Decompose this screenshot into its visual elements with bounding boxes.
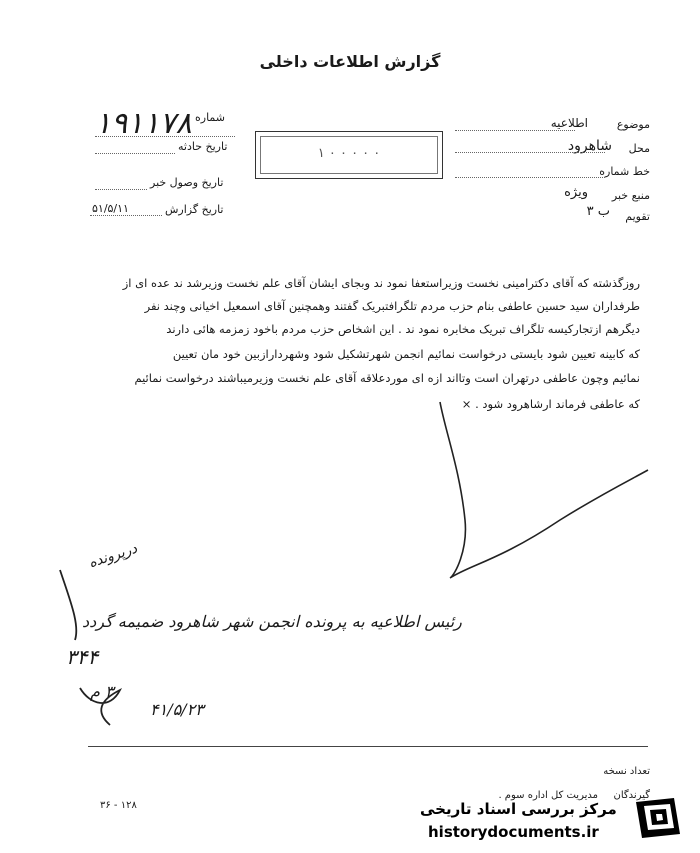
recipients-value: مدیریت کل اداره سوم . (498, 790, 598, 801)
subject-label: موضوع (616, 118, 650, 131)
source-value: ویژه (564, 185, 588, 200)
evaluation-label: تقویم (625, 210, 650, 223)
line-number-label: خط شماره (599, 165, 650, 178)
handwritten-margin-stroke (60, 570, 76, 640)
handwritten-note-line2: رئیس اطلاعیه به پرونده انجمن شهر شاهرود ضمیمه گردد (82, 612, 462, 631)
event-date-label: تاریخ حادثه (178, 140, 228, 153)
body-line-5: نمائیم وچون عاطفی درتهران است وتااند ازه ای موردعلاقه آقای علم نخست وزیرمیباشند درخواست نمائیم (134, 371, 640, 385)
body-line-3: دیگرهم ازتجارکیسه تلگراف تبریک مخابره نمود ند . این اشخاص حزب مردم باخود زمزمه هائی دارند (166, 322, 640, 336)
place-label: محل (628, 142, 650, 155)
body-line-1: روزگذشته که آقای دکترامینی نخست وزیراستعفا نمود ند وبجای ایشان آقای علم نخست وزیرشد ند عده ای از (122, 276, 640, 290)
recipients-label: گیرندگان (613, 790, 650, 801)
handwritten-note-date: ۴۱/۵/۲۳ (150, 700, 204, 719)
footer-divider (88, 746, 648, 747)
report-date-value: ۵۱/۵/۱۱ (92, 202, 129, 215)
subject-value: اطلاعیه (550, 116, 588, 130)
handwritten-note-line3: ۳۴۴ (66, 645, 99, 669)
copies-label: تعداد نسخه (603, 766, 650, 777)
body-line-4: که کابینه تعیین شود بایستی درخواست نمائیم انجمن شهرتشکیل شود وشهردارازبین خود مان تعیین (172, 347, 640, 361)
body-line-2: طرفداران سید حسین عاطفی بنام حزب مردم تلگرافتبریک گفتند وهمچنین آقای اسمعیل اخیانی وچند نفر (144, 299, 640, 313)
document-code: ۳۶ - ۱۲۸ (100, 800, 137, 811)
evaluation-value: ب ۳ (586, 204, 610, 219)
handwritten-note-line1: درپرونده (86, 540, 140, 572)
archive-logo-icon (630, 794, 686, 842)
place-value: شاهرود (567, 138, 612, 154)
stamp-text: ۱ ۰ ۰ ۰ ۰ ۰ (317, 146, 381, 161)
handwritten-line-mark (440, 402, 648, 578)
report-number-value: ۱۹۱۱۷۸ (95, 106, 192, 141)
source-label: منبع خبر (611, 189, 650, 202)
watermark-text-fa: مرکز بررسی اسناد تاریخی (420, 800, 617, 818)
watermark-text-en: historydocuments.ir (428, 823, 599, 841)
handwritten-note-line4: ۳ م (90, 682, 114, 701)
receipt-date-label: تاریخ وصول خبر (150, 176, 224, 189)
body-line-6: که عاطفی فرماند ارشاهرود شود . × (461, 397, 640, 411)
number-label: شماره (195, 111, 226, 124)
page-title: گزارش اطلاعات داخلی (259, 52, 441, 71)
report-date-label: تاریخ گزارش (165, 203, 224, 216)
